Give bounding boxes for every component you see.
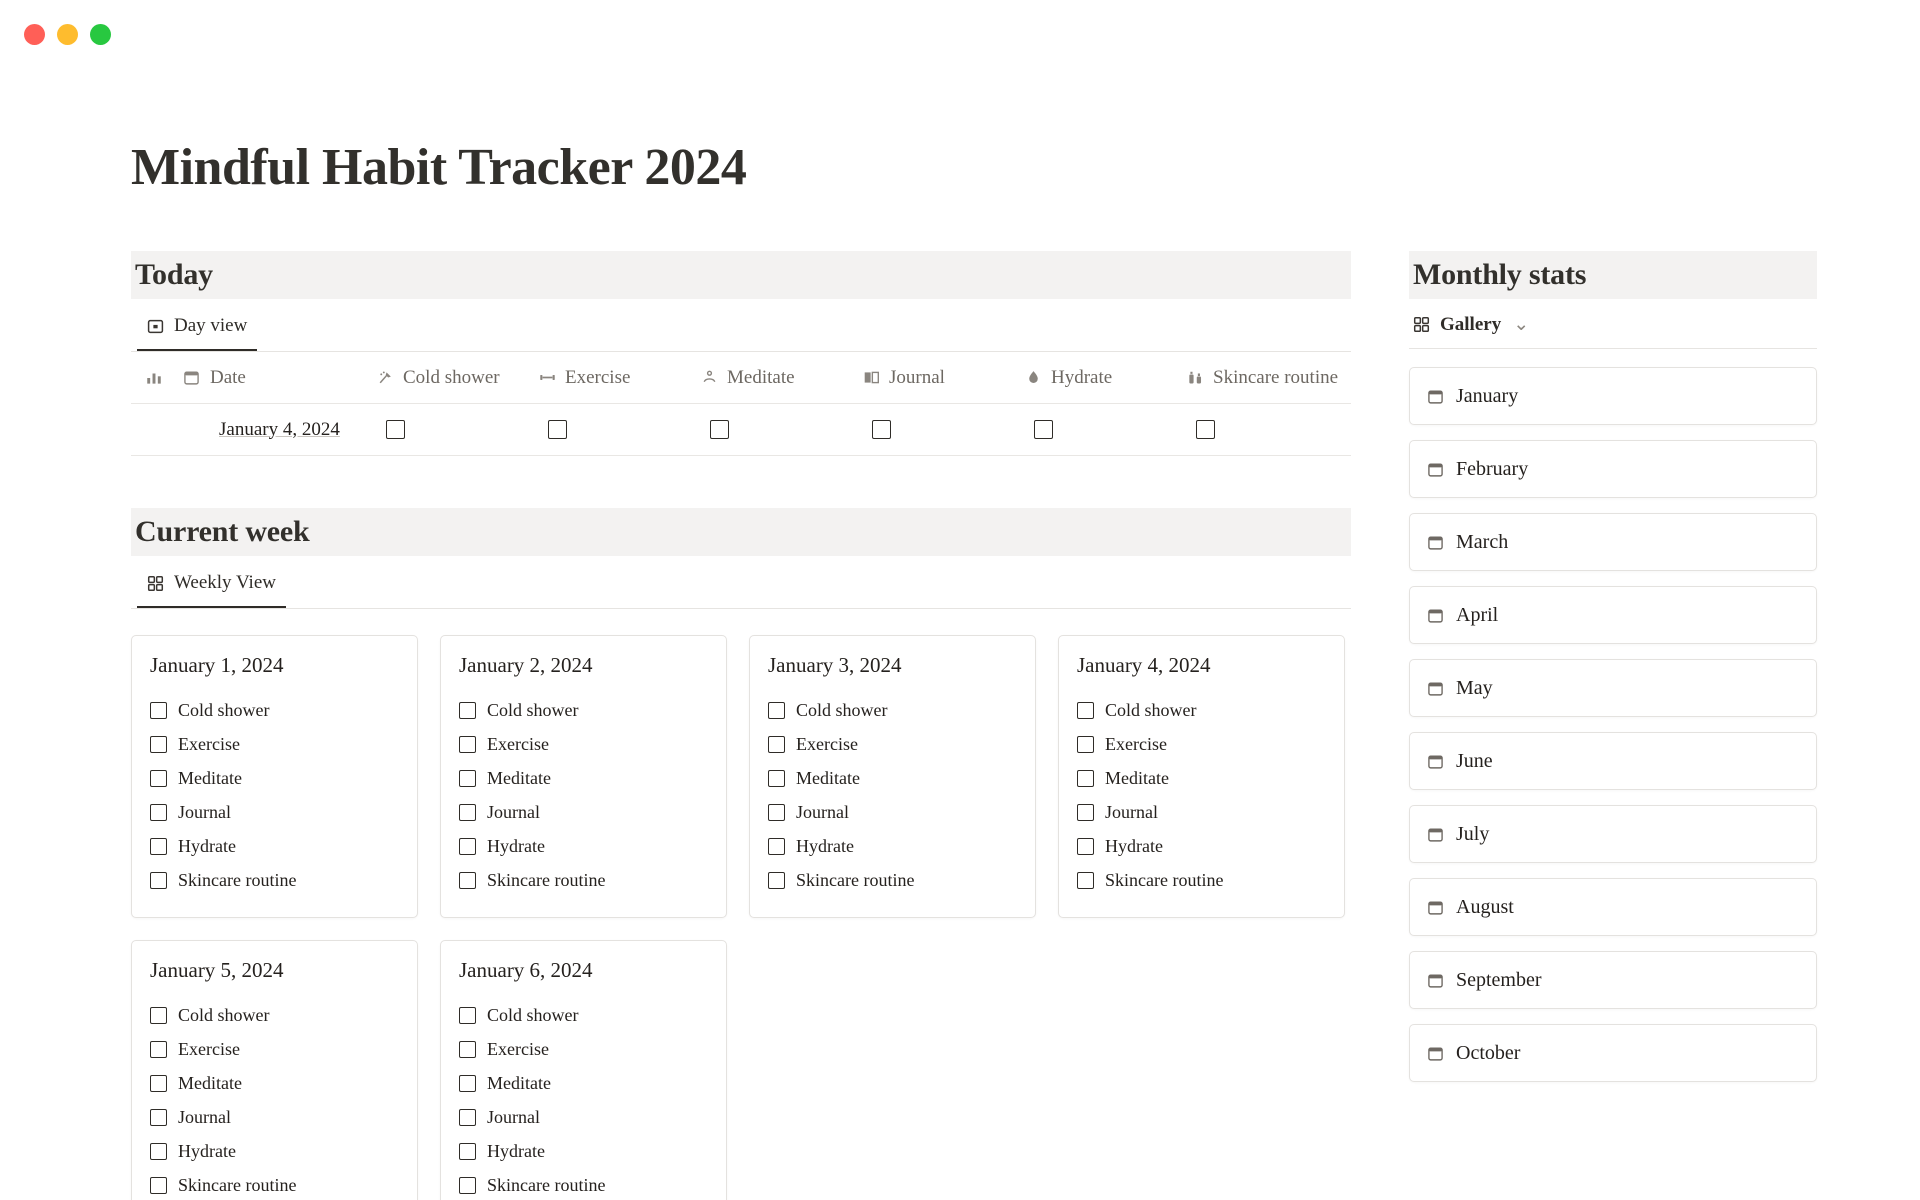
page-columns — [0, 251, 1920, 1200]
month-card-april[interactable] — [1409, 586, 1817, 644]
card-habit-row[interactable] — [459, 1134, 708, 1168]
bottles-icon — [1187, 369, 1204, 386]
card-habit-row[interactable] — [1077, 761, 1326, 795]
tab-day-view-label: Day view — [174, 315, 248, 336]
day-card[interactable] — [1058, 635, 1345, 918]
month-card-october[interactable] — [1409, 1024, 1817, 1082]
card-habit-row[interactable] — [459, 795, 708, 829]
checkbox-cold-shower[interactable] — [150, 702, 167, 719]
habit-label: Hydrate — [178, 1140, 236, 1161]
habit-label: Journal — [178, 801, 231, 822]
month-card-february[interactable] — [1409, 440, 1817, 498]
row-checkbox-exercise[interactable] — [539, 420, 701, 439]
card-habit-row[interactable] — [459, 863, 708, 897]
card-habit-row[interactable] — [1077, 863, 1326, 897]
column-header-exercise[interactable] — [539, 367, 701, 389]
card-habit-row[interactable] — [150, 727, 399, 761]
checkbox-meditate[interactable] — [459, 1075, 476, 1092]
month-label: July — [1456, 822, 1490, 845]
calendar-icon — [1427, 1045, 1444, 1062]
month-label: January — [1456, 384, 1519, 407]
day-card[interactable] — [131, 635, 418, 918]
calendar-icon — [1427, 972, 1444, 989]
calendar-icon — [1427, 753, 1444, 770]
checkbox-exercise[interactable] — [150, 736, 167, 753]
month-card-september[interactable] — [1409, 951, 1817, 1009]
checkbox-journal[interactable] — [150, 804, 167, 821]
day-card[interactable] — [131, 940, 418, 1200]
day-card-title: January 6, 2024 — [459, 958, 593, 982]
checkbox-hydrate[interactable] — [1077, 838, 1094, 855]
card-habit-row[interactable] — [459, 1066, 708, 1100]
row-date-value[interactable]: January 4, 2024 — [219, 418, 340, 440]
checkbox-hydrate[interactable] — [150, 838, 167, 855]
meditate-icon — [701, 369, 718, 386]
checkbox-meditate[interactable] — [710, 420, 729, 439]
calendar-icon — [1427, 461, 1444, 478]
card-habit-row[interactable] — [459, 1168, 708, 1200]
tab-weekly-view[interactable] — [137, 564, 286, 608]
checkbox-cold-shower[interactable] — [1077, 702, 1094, 719]
row-checkbox-meditate[interactable] — [701, 420, 863, 439]
habit-label: Skincare routine — [178, 869, 297, 890]
checkbox-cold-shower[interactable] — [768, 702, 785, 719]
column-header-journal-label: Journal — [889, 366, 945, 388]
card-habit-row[interactable] — [150, 829, 399, 863]
habit-label: Cold shower — [487, 1004, 579, 1025]
habit-label: Meditate — [796, 767, 860, 788]
card-habit-row[interactable] — [1077, 829, 1326, 863]
column-header-exercise-label: Exercise — [565, 366, 631, 388]
checkbox-exercise[interactable] — [459, 736, 476, 753]
table-row[interactable] — [131, 404, 1351, 456]
habit-label: Meditate — [178, 1072, 242, 1093]
month-label: October — [1456, 1041, 1521, 1064]
habit-label: Journal — [487, 801, 540, 822]
habit-label: Journal — [178, 1106, 231, 1127]
habit-label: Skincare routine — [487, 1174, 606, 1195]
habit-label: Exercise — [796, 733, 858, 754]
habit-label: Meditate — [487, 767, 551, 788]
page-content — [0, 138, 1920, 1200]
habit-label: Journal — [796, 801, 849, 822]
week-view-tabs — [131, 556, 1351, 609]
card-habit-row[interactable] — [459, 829, 708, 863]
calendar-icon — [1427, 826, 1444, 843]
column-header-skincare[interactable] — [1187, 367, 1338, 389]
habit-label: Skincare routine — [178, 1174, 297, 1195]
day-card-title: January 5, 2024 — [150, 958, 284, 982]
dumbbell-icon — [539, 369, 556, 386]
card-habit-row[interactable] — [150, 863, 399, 897]
card-habit-row[interactable] — [150, 1134, 399, 1168]
card-habit-row[interactable] — [459, 693, 708, 727]
month-card-august[interactable] — [1409, 878, 1817, 936]
column-header-hydrate-label: Hydrate — [1051, 366, 1113, 388]
habit-label: Skincare routine — [796, 869, 915, 890]
card-habit-row[interactable] — [1077, 693, 1326, 727]
month-label: February — [1456, 457, 1529, 480]
today-heading: Today — [135, 258, 213, 291]
habit-label: Exercise — [1105, 733, 1167, 754]
calendar-icon — [1427, 534, 1444, 551]
card-habit-row[interactable] — [768, 863, 1017, 897]
calendar-icon — [1427, 899, 1444, 916]
maximize-window-button[interactable] — [90, 24, 111, 45]
habit-label: Exercise — [178, 1038, 240, 1059]
today-view-tabs — [131, 299, 1351, 352]
checkbox-skincare[interactable] — [150, 872, 167, 889]
checkbox-skincare[interactable] — [459, 1177, 476, 1194]
column-header-meditate-label: Meditate — [727, 366, 795, 388]
habit-label: Cold shower — [1105, 699, 1197, 720]
habit-label: Exercise — [178, 733, 240, 754]
tab-gallery-label: Gallery — [1440, 313, 1502, 335]
column-header-hydrate[interactable] — [1025, 367, 1187, 389]
habit-label: Hydrate — [487, 835, 545, 856]
column-header-cold-shower-label: Cold shower — [403, 366, 500, 388]
table-view-icon — [147, 318, 164, 335]
tab-gallery[interactable] — [1409, 299, 1817, 349]
page-title: Mindful Habit Tracker 2024 — [131, 139, 747, 196]
main-column — [131, 251, 1351, 1200]
habit-label: Hydrate — [1105, 835, 1163, 856]
shower-icon — [377, 369, 394, 386]
habit-label: Skincare routine — [487, 869, 606, 890]
card-habit-row[interactable] — [459, 998, 708, 1032]
card-habit-row[interactable] — [1077, 727, 1326, 761]
card-habit-row[interactable] — [768, 761, 1017, 795]
sidebar-section-header — [1409, 251, 1817, 299]
row-date-cell[interactable] — [177, 419, 377, 441]
tab-weekly-view-label: Weekly View — [174, 572, 276, 593]
checkbox-cold-shower[interactable] — [150, 1007, 167, 1024]
card-habit-row[interactable] — [768, 829, 1017, 863]
month-card-january[interactable] — [1409, 367, 1817, 425]
column-header-date[interactable] — [177, 367, 377, 389]
habit-label: Journal — [1105, 801, 1158, 822]
checkbox-hydrate[interactable] — [150, 1143, 167, 1160]
tab-day-view[interactable] — [137, 307, 257, 351]
window-controls — [24, 24, 111, 45]
row-checkbox-skincare[interactable] — [1187, 420, 1349, 439]
checkbox-journal[interactable] — [459, 1109, 476, 1126]
habit-label: Meditate — [1105, 767, 1169, 788]
book-icon — [863, 369, 880, 386]
week-section-header — [131, 508, 1351, 556]
habit-label: Cold shower — [487, 699, 579, 720]
month-label: April — [1456, 603, 1499, 626]
month-card-july[interactable] — [1409, 805, 1817, 863]
checkbox-exercise[interactable] — [768, 736, 785, 753]
month-label: May — [1456, 676, 1493, 699]
checkbox-exercise[interactable] — [459, 1041, 476, 1058]
column-header-cold-shower[interactable] — [377, 367, 539, 389]
habit-label: Cold shower — [796, 699, 888, 720]
column-header-meditate[interactable] — [701, 367, 863, 389]
card-habit-row[interactable] — [150, 1066, 399, 1100]
section-spacer — [131, 456, 1351, 508]
month-label: June — [1456, 749, 1493, 772]
habit-label: Hydrate — [178, 835, 236, 856]
minimize-window-button[interactable] — [57, 24, 78, 45]
day-card[interactable] — [440, 635, 727, 918]
checkbox-skincare[interactable] — [150, 1177, 167, 1194]
checkbox-journal[interactable] — [459, 804, 476, 821]
row-chart-icon — [131, 369, 177, 387]
habit-label: Skincare routine — [1105, 869, 1224, 890]
habit-label: Cold shower — [178, 699, 270, 720]
checkbox-journal[interactable] — [872, 420, 891, 439]
window-titlebar — [0, 0, 1920, 68]
checkbox-hydrate[interactable] — [459, 1143, 476, 1160]
card-habit-row[interactable] — [150, 1100, 399, 1134]
calendar-icon — [1427, 388, 1444, 405]
checkbox-meditate[interactable] — [768, 770, 785, 787]
habit-label: Meditate — [487, 1072, 551, 1093]
checkbox-cold-shower[interactable] — [459, 702, 476, 719]
habit-label: Hydrate — [796, 835, 854, 856]
checkbox-cold-shower[interactable] — [386, 420, 405, 439]
calendar-icon — [1427, 680, 1444, 697]
checkbox-exercise[interactable] — [1077, 736, 1094, 753]
month-card-march[interactable] — [1409, 513, 1817, 571]
checkbox-journal[interactable] — [768, 804, 785, 821]
row-checkbox-hydrate[interactable] — [1025, 420, 1187, 439]
checkbox-skincare[interactable] — [768, 872, 785, 889]
checkbox-meditate[interactable] — [459, 770, 476, 787]
sidebar-heading: Monthly stats — [1413, 258, 1587, 291]
column-header-journal[interactable] — [863, 367, 1025, 389]
checkbox-cold-shower[interactable] — [459, 1007, 476, 1024]
month-card-may[interactable] — [1409, 659, 1817, 717]
checkbox-meditate[interactable] — [1077, 770, 1094, 787]
chevron-down-icon[interactable]: ⌄ — [1513, 314, 1530, 335]
column-header-skincare-label: Skincare routine — [1213, 366, 1339, 388]
habit-label: Meditate — [178, 767, 242, 788]
weekly-cards — [131, 635, 1351, 1200]
month-label: March — [1456, 530, 1509, 553]
card-habit-row[interactable] — [150, 761, 399, 795]
day-card[interactable] — [440, 940, 727, 1200]
day-card-title: January 4, 2024 — [1077, 653, 1211, 677]
habit-label: Cold shower — [178, 1004, 270, 1025]
card-habit-row[interactable] — [768, 693, 1017, 727]
row-checkbox-cold-shower[interactable] — [377, 420, 539, 439]
card-habit-row[interactable] — [459, 1032, 708, 1066]
day-card-title: January 3, 2024 — [768, 653, 902, 677]
habit-label: Journal — [487, 1106, 540, 1127]
day-card-title: January 2, 2024 — [459, 653, 593, 677]
card-habit-row[interactable] — [150, 1168, 399, 1200]
card-habit-row[interactable] — [150, 1032, 399, 1066]
month-label: August — [1456, 895, 1514, 918]
today-section-header — [131, 251, 1351, 299]
card-habit-row[interactable] — [459, 1100, 708, 1134]
habit-label: Exercise — [487, 733, 549, 754]
habit-table-header — [131, 352, 1351, 404]
card-habit-row[interactable] — [459, 727, 708, 761]
row-checkbox-journal[interactable] — [863, 420, 1025, 439]
calendar-icon — [183, 369, 200, 386]
day-card-title: January 1, 2024 — [150, 653, 284, 677]
checkbox-hydrate[interactable] — [459, 838, 476, 855]
calendar-icon — [1427, 607, 1444, 624]
card-habit-row[interactable] — [459, 761, 708, 795]
checkbox-journal[interactable] — [1077, 804, 1094, 821]
gallery-view-icon — [147, 575, 164, 592]
checkbox-skincare[interactable] — [1196, 420, 1215, 439]
card-habit-row[interactable] — [1077, 795, 1326, 829]
card-habit-row[interactable] — [150, 998, 399, 1032]
column-header-date-label: Date — [210, 366, 246, 388]
checkbox-skincare[interactable] — [459, 872, 476, 889]
checkbox-skincare[interactable] — [1077, 872, 1094, 889]
card-habit-row[interactable] — [150, 693, 399, 727]
habit-label: Exercise — [487, 1038, 549, 1059]
habit-label: Hydrate — [487, 1140, 545, 1161]
checkbox-exercise[interactable] — [548, 420, 567, 439]
checkbox-exercise[interactable] — [150, 1041, 167, 1058]
checkbox-journal[interactable] — [150, 1109, 167, 1126]
month-card-june[interactable] — [1409, 732, 1817, 790]
checkbox-meditate[interactable] — [150, 1075, 167, 1092]
sidebar-column — [1409, 251, 1817, 1200]
month-label: September — [1456, 968, 1542, 991]
card-habit-row[interactable] — [768, 727, 1017, 761]
checkbox-meditate[interactable] — [150, 770, 167, 787]
checkbox-hydrate[interactable] — [768, 838, 785, 855]
close-window-button[interactable] — [24, 24, 45, 45]
monthly-stats-list — [1409, 367, 1817, 1082]
card-habit-row[interactable] — [768, 795, 1017, 829]
week-heading: Current week — [135, 515, 310, 548]
card-habit-row[interactable] — [150, 795, 399, 829]
day-card[interactable] — [749, 635, 1036, 918]
droplet-icon — [1025, 369, 1042, 386]
gallery-view-icon — [1413, 316, 1430, 333]
checkbox-hydrate[interactable] — [1034, 420, 1053, 439]
